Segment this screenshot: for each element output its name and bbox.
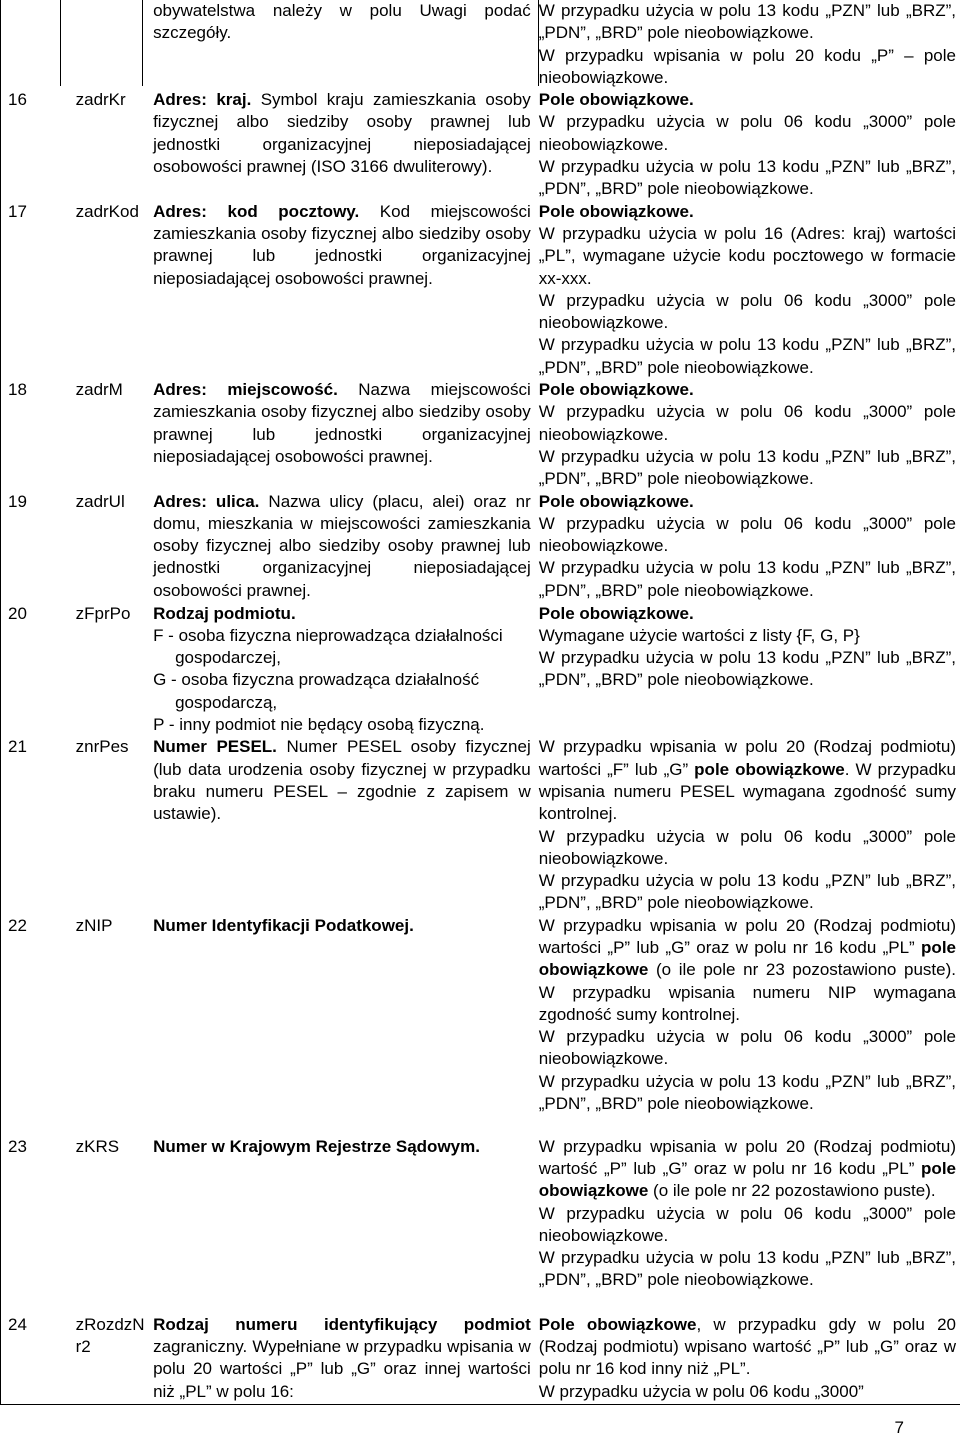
- description-title: Numer PESEL.: [153, 737, 277, 757]
- field-number: 21: [8, 737, 27, 757]
- field-description: [149, 89, 535, 200]
- requirement-text: . W przypadku wpisania numeru PESEL wymagana zgodność sumy kontrolnej.: [538, 759, 956, 824]
- table-row: [2, 915, 960, 1136]
- field-code: zadrUl: [75, 491, 125, 511]
- requirement-rule: W przypadku użycia w polu 13 kodu „PZN” lub „BRZ”, „PDN”, „BRD” pole nieobowiązkowe.: [538, 1071, 956, 1114]
- requirement-emphasis: pole obowiązkowe: [694, 759, 845, 779]
- field-code: zRozdzNr2: [75, 1314, 145, 1356]
- requirement-rule: W przypadku użycia w polu 06 kodu „3000”: [538, 1381, 864, 1401]
- field-number: 20: [8, 603, 27, 623]
- description-title: Adres: kod pocztowy.: [153, 201, 360, 221]
- requirement-rule: W przypadku użycia w polu 16 (Adres: kraj) wartości „PL”, wymagane użycie kodu pocztowego w formacie xx-xxx.: [538, 223, 956, 288]
- requirement-rule: W przypadku użycia w polu 13 kodu „PZN” lub „BRZ”, „PDN”, „BRD” pole nieobowiązkowe.: [538, 335, 956, 377]
- field-spec-table: [2, 0, 960, 1424]
- field-number: 17: [8, 201, 27, 221]
- field-code: zadrM: [75, 380, 123, 400]
- requirement-rule: Wymagane użycie wartości z listy {F, G, P}: [538, 625, 860, 645]
- requirement-rule: W przypadku użycia w polu 13 kodu „PZN” lub „BRZ”, „PDN”, „BRD” pole nieobowiązkowe.: [538, 1248, 956, 1290]
- field-number: 19: [8, 491, 27, 511]
- field-requirements: [535, 915, 960, 1136]
- requirement-text: (o ile pole nr 23 pozostawiono puste). W przypadku wpisania numeru NIP wymagana zgodność sumy kontrolnej.: [538, 960, 956, 1024]
- requirement-rule: W przypadku użycia w polu 06 kodu „3000” pole nieobowiązkowe.: [538, 513, 956, 556]
- page-number: 7: [894, 1418, 904, 1437]
- requirement-rule: W przypadku użycia w polu 13 kodu „PZN” lub „BRZ”, „PDN”, „BRD” pole nieobowiązkowe.: [538, 157, 956, 199]
- field-requirements: [535, 89, 960, 200]
- table-row: [2, 1136, 960, 1314]
- requirement-emphasis: pole obowiązkowe: [538, 937, 956, 980]
- requirement-rule: W przypadku użycia w polu 06 kodu „3000” pole nieobowiązkowe.: [538, 402, 956, 444]
- description-title: Numer Identyfikacji Podatkowej.: [153, 915, 414, 935]
- description-text: Symbol kraju zamieszkania osoby fizycznej albo siedziby osoby prawnej lub jednostki organizacyjnej nieposiadającej osobowości prawnej (ISO 3166 dwuliterowy).: [153, 90, 531, 177]
- table-row: [2, 89, 960, 200]
- requirement-rule: W przypadku użycia w polu 06 kodu „3000” pole nieobowiązkowe.: [538, 112, 956, 154]
- field-requirements: [535, 1314, 960, 1424]
- description-title: Adres: ulica.: [153, 491, 260, 511]
- description-title: Rodzaj podmiotu.: [153, 603, 296, 623]
- field-code: zadrKr: [75, 90, 126, 110]
- description-title: Adres: miejscowość.: [153, 380, 338, 400]
- field-requirements: [535, 1136, 960, 1314]
- description-title: Adres: kraj.: [153, 90, 252, 110]
- description-text: Numer PESEL osoby fizycznej (lub data urodzenia osoby fizycznej w przypadku braku numeru PESEL – zgodnie z zapisem w ustawie).: [153, 737, 531, 824]
- field-requirements: [535, 603, 960, 737]
- field-description: [149, 1136, 535, 1314]
- field-description: [149, 736, 535, 914]
- field-code: zadrKod: [75, 201, 139, 221]
- requirement-rule: [539, 1136, 956, 1203]
- description-list-item: F - osoba fizyczna nieprowadząca działalności gospodarczej,: [153, 625, 503, 668]
- description-title: Numer w Krajowym Rejestrze Sądowym.: [153, 1136, 480, 1156]
- requirement-rule: W przypadku użycia w polu 06 kodu „3000” pole nieobowiązkowe.: [538, 1203, 956, 1245]
- requirement-status: Pole obowiązkowe.: [538, 603, 694, 623]
- table-row: [2, 379, 960, 490]
- requirement-rule: [539, 915, 956, 1026]
- field-description: [149, 1314, 535, 1424]
- field-requirements: [535, 379, 960, 490]
- requirement-emphasis: Pole obowiązkowe: [538, 1314, 697, 1334]
- requirement-emphasis: pole obowiązkowe: [538, 1158, 956, 1201]
- field-description: [149, 603, 535, 737]
- field-description: [149, 379, 535, 490]
- requirement-rule: [539, 1314, 956, 1381]
- requirement-rule: W przypadku użycia w polu 06 kodu „3000” pole nieobowiązkowe.: [538, 290, 956, 333]
- description-text: Nazwa miejscowości zamieszkania osoby fizycznej albo siedziby osoby prawnej lub jednostki organizacyjnej nieposiadającej osobowości prawnej.: [153, 380, 531, 466]
- requirement-status: Pole obowiązkowe.: [538, 380, 694, 400]
- requirement-status: Pole obowiązkowe.: [538, 201, 694, 221]
- description-text: obywatelstwa należy w polu Uwagi podać szczegóły.: [153, 1, 531, 43]
- requirement-rule: W przypadku wpisania w polu 20 kodu „P” – pole nieobowiązkowe.: [538, 45, 956, 87]
- field-number: 16: [8, 90, 27, 110]
- requirement-status: Pole obowiązkowe.: [538, 90, 694, 110]
- field-number: 22: [8, 915, 27, 935]
- requirement-rule: W przypadku użycia w polu 13 kodu „PZN” lub „BRZ”, „PDN”, „BRD” pole nieobowiązkowe.: [538, 871, 956, 913]
- table-row: [2, 736, 960, 914]
- field-requirements: [535, 736, 960, 914]
- field-number: [2, 0, 72, 89]
- field-number: 24: [8, 1314, 27, 1334]
- description-list-item: P - inny podmiot nie będący osobą fizyczną.: [153, 715, 485, 735]
- field-requirements: [535, 0, 960, 89]
- requirement-rule: W przypadku użycia w polu 13 kodu „PZN” lub „BRZ”, „PDN”, „BRD” pole nieobowiązkowe.: [538, 558, 956, 600]
- field-number: 18: [8, 380, 27, 400]
- field-number: 23: [8, 1136, 27, 1156]
- table-row: [2, 0, 960, 89]
- field-requirements: [535, 201, 960, 379]
- table-row: [2, 1314, 960, 1424]
- field-description: [149, 491, 535, 603]
- requirement-text: W przypadku wpisania w polu 20 (Rodzaj podmiotu) wartości „P” lub „G” oraz w polu nr 16 kodu „PL”: [538, 915, 956, 957]
- requirement-status: Pole obowiązkowe.: [538, 491, 694, 511]
- field-code: zFprPo: [75, 603, 131, 623]
- requirement-rule: W przypadku użycia w polu 13 kodu „PZN” lub „BRZ”, „PDN”, „BRD” pole nieobowiązkowe.: [538, 446, 956, 489]
- field-code: zKRS: [75, 1136, 120, 1156]
- requirement-rule: [539, 736, 956, 825]
- requirement-rule: W przypadku użycia w polu 06 kodu „3000” pole nieobowiązkowe.: [538, 1027, 956, 1069]
- requirement-rule: W przypadku użycia w polu 06 kodu „3000” pole nieobowiązkowe.: [538, 826, 956, 868]
- field-description: [149, 201, 535, 379]
- table-row: [2, 201, 960, 379]
- description-title: Rodzaj numeru identyfikujący podmiot: [153, 1314, 531, 1334]
- description-text: Kod miejscowości zamieszkania osoby fizycznej albo siedziby osoby prawnej lub jednostki organizacyjnej nieposiadającej osobowości prawnej.: [153, 201, 531, 288]
- field-code: zNIP: [75, 915, 113, 935]
- field-code: [72, 0, 149, 89]
- requirement-rule: W przypadku użycia w polu 13 kodu „PZN” lub „BRZ”, „PDN”, „BRD” pole nieobowiązkowe.: [538, 648, 956, 690]
- field-description: [149, 0, 535, 89]
- requirement-text: W przypadku wpisania w polu 20 (Rodzaj podmiotu) wartość „P” lub „G” oraz w polu nr 16 kodu „PL”: [538, 1136, 956, 1178]
- table-row: [2, 491, 960, 603]
- description-text: zagraniczny. Wypełniane w przypadku wpisania w polu 20 wartości „P” lub „G” oraz innej wartości niż „PL” w polu 16:: [153, 1336, 531, 1401]
- field-description: [149, 915, 535, 1136]
- requirement-rule: W przypadku użycia w polu 13 kodu „PZN” lub „BRZ”, „PDN”, „BRD” pole nieobowiązkowe.: [538, 1, 956, 43]
- field-requirements: [535, 491, 960, 603]
- description-text: Nazwa ulicy (placu, alei) oraz nr domu, mieszkania w miejscowości zamieszkania osoby fizycznej albo siedziby osoby prawnej lub jednostki organizacyjnej nieposiadającej osobowości prawnej.: [153, 491, 531, 600]
- requirement-text: , w przypadku gdy w polu 20 (Rodzaj podmiotu) wpisano wartość „P” lub „G” oraz w polu nr 16 kod inny niż „PL”.: [538, 1314, 956, 1379]
- requirement-text: W przypadku wpisania w polu 20 (Rodzaj podmiotu) wartości „F” lub „G”: [538, 737, 956, 779]
- table-row: [2, 603, 960, 737]
- description-list-item: G - osoba fizyczna prowadząca działalność gospodarczą,: [153, 670, 480, 712]
- requirement-text: (o ile pole nr 22 pozostawiono puste).: [648, 1181, 936, 1201]
- field-code: znrPes: [75, 737, 129, 757]
